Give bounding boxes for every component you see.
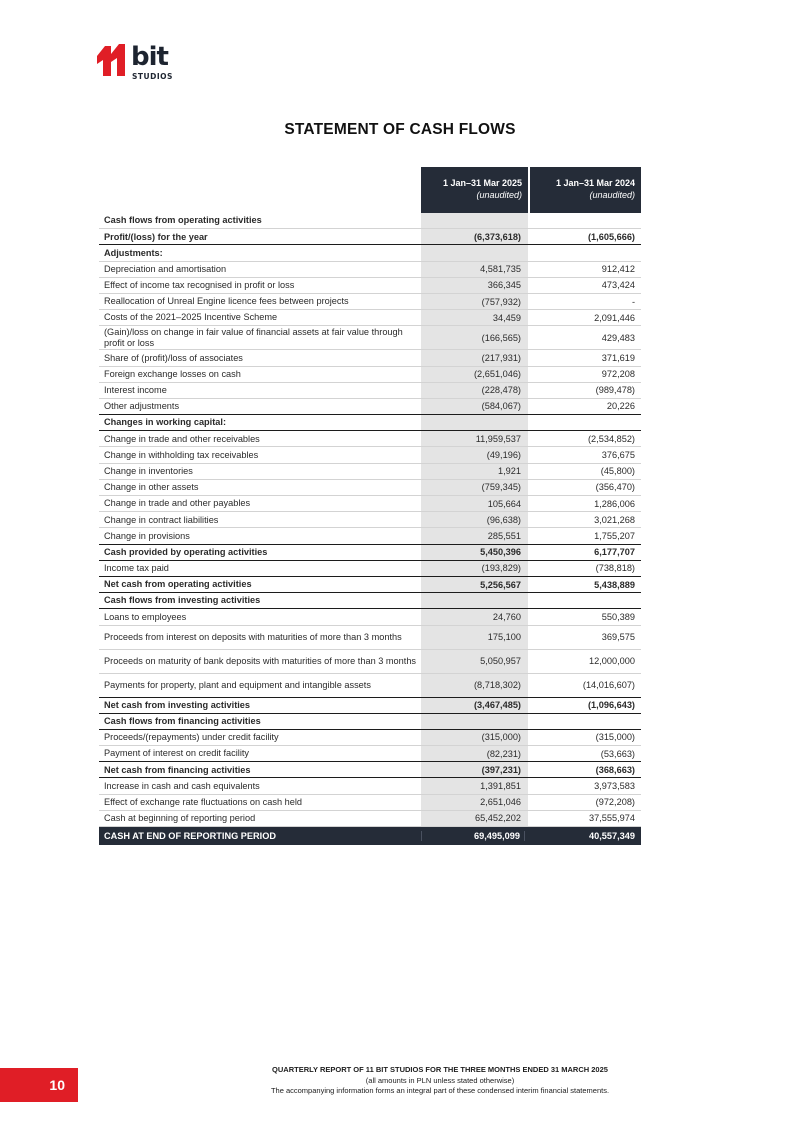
value-2024: 371,619 [601, 352, 635, 363]
row-label: Loans to employees [104, 611, 187, 622]
value-2024: 376,675 [601, 450, 635, 461]
value-2025: 2,651,046 [480, 797, 521, 808]
table-row [99, 609, 641, 625]
table-row [99, 367, 641, 383]
value-2025: (759,345) [481, 482, 521, 493]
row-label: Depreciation and amortisation [104, 263, 227, 274]
table-row [99, 626, 641, 650]
row-label: Reallocation of Unreal Engine licence fees between projects [104, 296, 349, 307]
value-2025: (193,829) [481, 563, 521, 574]
value-2024: (1,096,643) [588, 700, 635, 711]
value-2024: (1,605,666) [588, 231, 635, 242]
value-2024: 3,973,583 [594, 781, 635, 792]
row-label: Cash flows from operating activities [104, 215, 262, 226]
row-label: Change in withholding tax receivables [104, 449, 259, 460]
header-period: 1 Jan–31 Mar 2025 [442, 178, 522, 188]
value-2025: (584,067) [481, 401, 521, 412]
value-2025: (96,638) [486, 514, 521, 525]
value-2024: (45,800) [600, 466, 635, 477]
value-2025: 1,921 [498, 466, 521, 477]
header-period: 1 Jan–31 Mar 2024 [555, 178, 635, 188]
row-label: Proceeds/(repayments) under credit facility [104, 732, 279, 743]
table-header [99, 167, 641, 213]
table-row [99, 674, 641, 698]
value-2024: 20,226 [606, 401, 635, 412]
value-2025: (315,000) [481, 732, 521, 743]
value-2025: (166,565) [481, 332, 521, 343]
value-2024: 40,557,349 [589, 831, 635, 841]
logo-mark-icon [97, 42, 131, 76]
total-row [99, 827, 641, 845]
table-row [99, 698, 641, 714]
table-row [99, 512, 641, 528]
table-row [99, 229, 641, 245]
footer-report-title: QUARTERLY REPORT OF 11 BIT STUDIOS FOR THE THREE MONTHS ENDED 31 MARCH 2025 [272, 1065, 608, 1074]
value-2025: (757,932) [481, 296, 521, 307]
value-2025: 34,459 [492, 312, 521, 323]
value-2024: 429,483 [601, 332, 635, 343]
row-label: Income tax paid [104, 563, 169, 574]
table-row [99, 326, 641, 350]
value-2025: 105,664 [487, 498, 521, 509]
table-row [99, 795, 641, 811]
value-2025: 5,256,567 [480, 579, 521, 590]
company-logo [97, 42, 175, 88]
footer-disclaimer: The accompanying information forms an integral part of these condensed interim financial statements. [270, 1086, 610, 1095]
table-row [99, 746, 641, 762]
value-2024: (2,534,852) [588, 433, 635, 444]
value-2025: (3,467,485) [474, 700, 521, 711]
row-label: Change in contract liabilities [104, 514, 219, 525]
table-row [99, 778, 641, 794]
value-2024: - [631, 296, 635, 307]
table-row [99, 561, 641, 577]
value-2025: 65,452,202 [475, 813, 521, 824]
table-row [99, 399, 641, 415]
table-row [99, 528, 641, 544]
table-row [99, 480, 641, 496]
header-note: (unaudited) [589, 190, 635, 200]
header-col-2025 [421, 167, 528, 213]
row-label: Proceeds from interest on deposits with maturities of more than 3 months [104, 631, 402, 642]
table-row [99, 294, 641, 310]
value-2025: 69,495,099 [421, 831, 525, 841]
page-title: STATEMENT OF CASH FLOWS [284, 121, 516, 138]
value-2024: (972,208) [595, 797, 635, 808]
value-2025: 1,391,851 [480, 781, 521, 792]
row-label: Profit/(loss) for the year [104, 231, 208, 242]
row-label: Cash provided by operating activities [104, 546, 268, 557]
row-label: Net cash from operating activities [104, 579, 252, 590]
footer-currency-note: (all amounts in PLN unless stated otherwise) [365, 1075, 515, 1085]
table-row [99, 431, 641, 447]
value-2024: 1,755,207 [594, 530, 635, 541]
table-row [99, 213, 641, 229]
table-row [99, 577, 641, 593]
value-2024: 1,286,006 [594, 498, 635, 509]
row-label: Change in inventories [104, 465, 193, 476]
value-2024: 2,091,446 [594, 312, 635, 323]
table-row [99, 310, 641, 326]
row-label: Cash at beginning of reporting period [104, 813, 256, 824]
table-row [99, 350, 641, 366]
value-2024: 550,389 [601, 611, 635, 622]
table-row [99, 245, 641, 261]
value-2025: 11,959,537 [475, 433, 521, 444]
page-number: 10 [0, 1068, 78, 1102]
table-row [99, 447, 641, 463]
row-label: Payment of interest on credit facility [104, 748, 250, 759]
table-row [99, 545, 641, 561]
value-2024: 972,208 [601, 369, 635, 380]
value-2024: (14,016,607) [582, 680, 635, 690]
table-row [99, 496, 641, 512]
table-row [99, 464, 641, 480]
row-label: Effect of exchange rate fluctuations on cash held [104, 796, 303, 807]
value-2025: 24,760 [492, 611, 521, 622]
page-footer [180, 1065, 700, 1097]
row-label: Payments for property, plant and equipment and intangible assets [104, 679, 371, 690]
row-label: Foreign exchange losses on cash [104, 368, 241, 379]
row-label: Cash flows from financing activities [104, 716, 261, 727]
logo-subword: STUDIOS [132, 72, 173, 81]
table-row [99, 650, 641, 674]
header-note: (unaudited) [476, 190, 522, 200]
row-label: Change in trade and other payables [104, 498, 251, 509]
row-label: Costs of the 2021–2025 Incentive Scheme [104, 312, 278, 323]
value-2025: 5,050,957 [480, 656, 521, 666]
value-2024: 5,438,889 [594, 579, 635, 590]
table-row [99, 262, 641, 278]
value-2025: 366,345 [487, 280, 521, 291]
value-2024: (356,470) [595, 482, 635, 493]
value-2025: (82,231) [486, 748, 521, 759]
value-2025: 4,581,735 [480, 264, 521, 275]
row-label: Net cash from investing activities [104, 699, 251, 710]
row-label: Changes in working capital: [104, 417, 227, 428]
row-label: Proceeds on maturity of bank deposits with maturities of more than 3 months [104, 655, 417, 666]
table-row [99, 593, 641, 609]
value-2024: (53,663) [600, 748, 635, 759]
value-2025: 5,450,396 [480, 547, 521, 558]
value-2024: 3,021,268 [594, 514, 635, 525]
value-2025: (397,231) [481, 764, 521, 775]
value-2024: 37,555,974 [589, 813, 635, 824]
value-2024: 6,177,707 [594, 547, 635, 558]
table-body [99, 213, 641, 845]
row-label: (Gain)/loss on change in fair value of financial assets at fair value through profit or loss [104, 327, 403, 348]
value-2024: (738,818) [595, 563, 635, 574]
value-2025: (8,718,302) [474, 680, 521, 690]
value-2024: 473,424 [601, 280, 635, 291]
table-row [99, 762, 641, 778]
row-label: Change in provisions [104, 530, 190, 541]
table-row [99, 714, 641, 730]
value-2025: 285,551 [487, 530, 521, 541]
table-row [99, 383, 641, 399]
row-label: Other adjustments [104, 401, 180, 412]
value-2025: (6,373,618) [474, 231, 521, 242]
value-2024: (989,478) [595, 385, 635, 396]
value-2025: (228,478) [481, 385, 521, 396]
value-2024: 369,575 [601, 632, 635, 642]
value-2024: 12,000,000 [589, 656, 635, 666]
table-row [99, 415, 641, 431]
value-2024: (368,663) [595, 764, 635, 775]
value-2024: 912,412 [601, 264, 635, 275]
table-row [99, 811, 641, 827]
logo-word: bit [131, 42, 168, 72]
table-row [99, 730, 641, 746]
table-row [99, 278, 641, 294]
row-label: Adjustments: [104, 247, 163, 258]
value-2025: (49,196) [486, 450, 521, 461]
row-label: Cash flows from investing activities [104, 595, 261, 606]
cash-flow-table [99, 167, 641, 845]
row-label: CASH AT END OF REPORTING PERIOD [104, 830, 277, 841]
row-label: Increase in cash and cash equivalents [104, 780, 260, 791]
row-label: Interest income [104, 385, 167, 396]
row-label: Effect of income tax recognised in profit or loss [104, 280, 295, 291]
value-2025: (2,651,046) [474, 369, 521, 380]
value-2025: (217,931) [481, 352, 521, 363]
row-label: Change in other assets [104, 482, 199, 493]
value-2024: (315,000) [595, 732, 635, 743]
row-label: Share of (profit)/loss of associates [104, 352, 243, 363]
value-2025: 175,100 [487, 632, 521, 642]
header-col-2024 [530, 167, 641, 213]
row-label: Net cash from financing activities [104, 764, 251, 775]
row-label: Change in trade and other receivables [104, 433, 260, 444]
